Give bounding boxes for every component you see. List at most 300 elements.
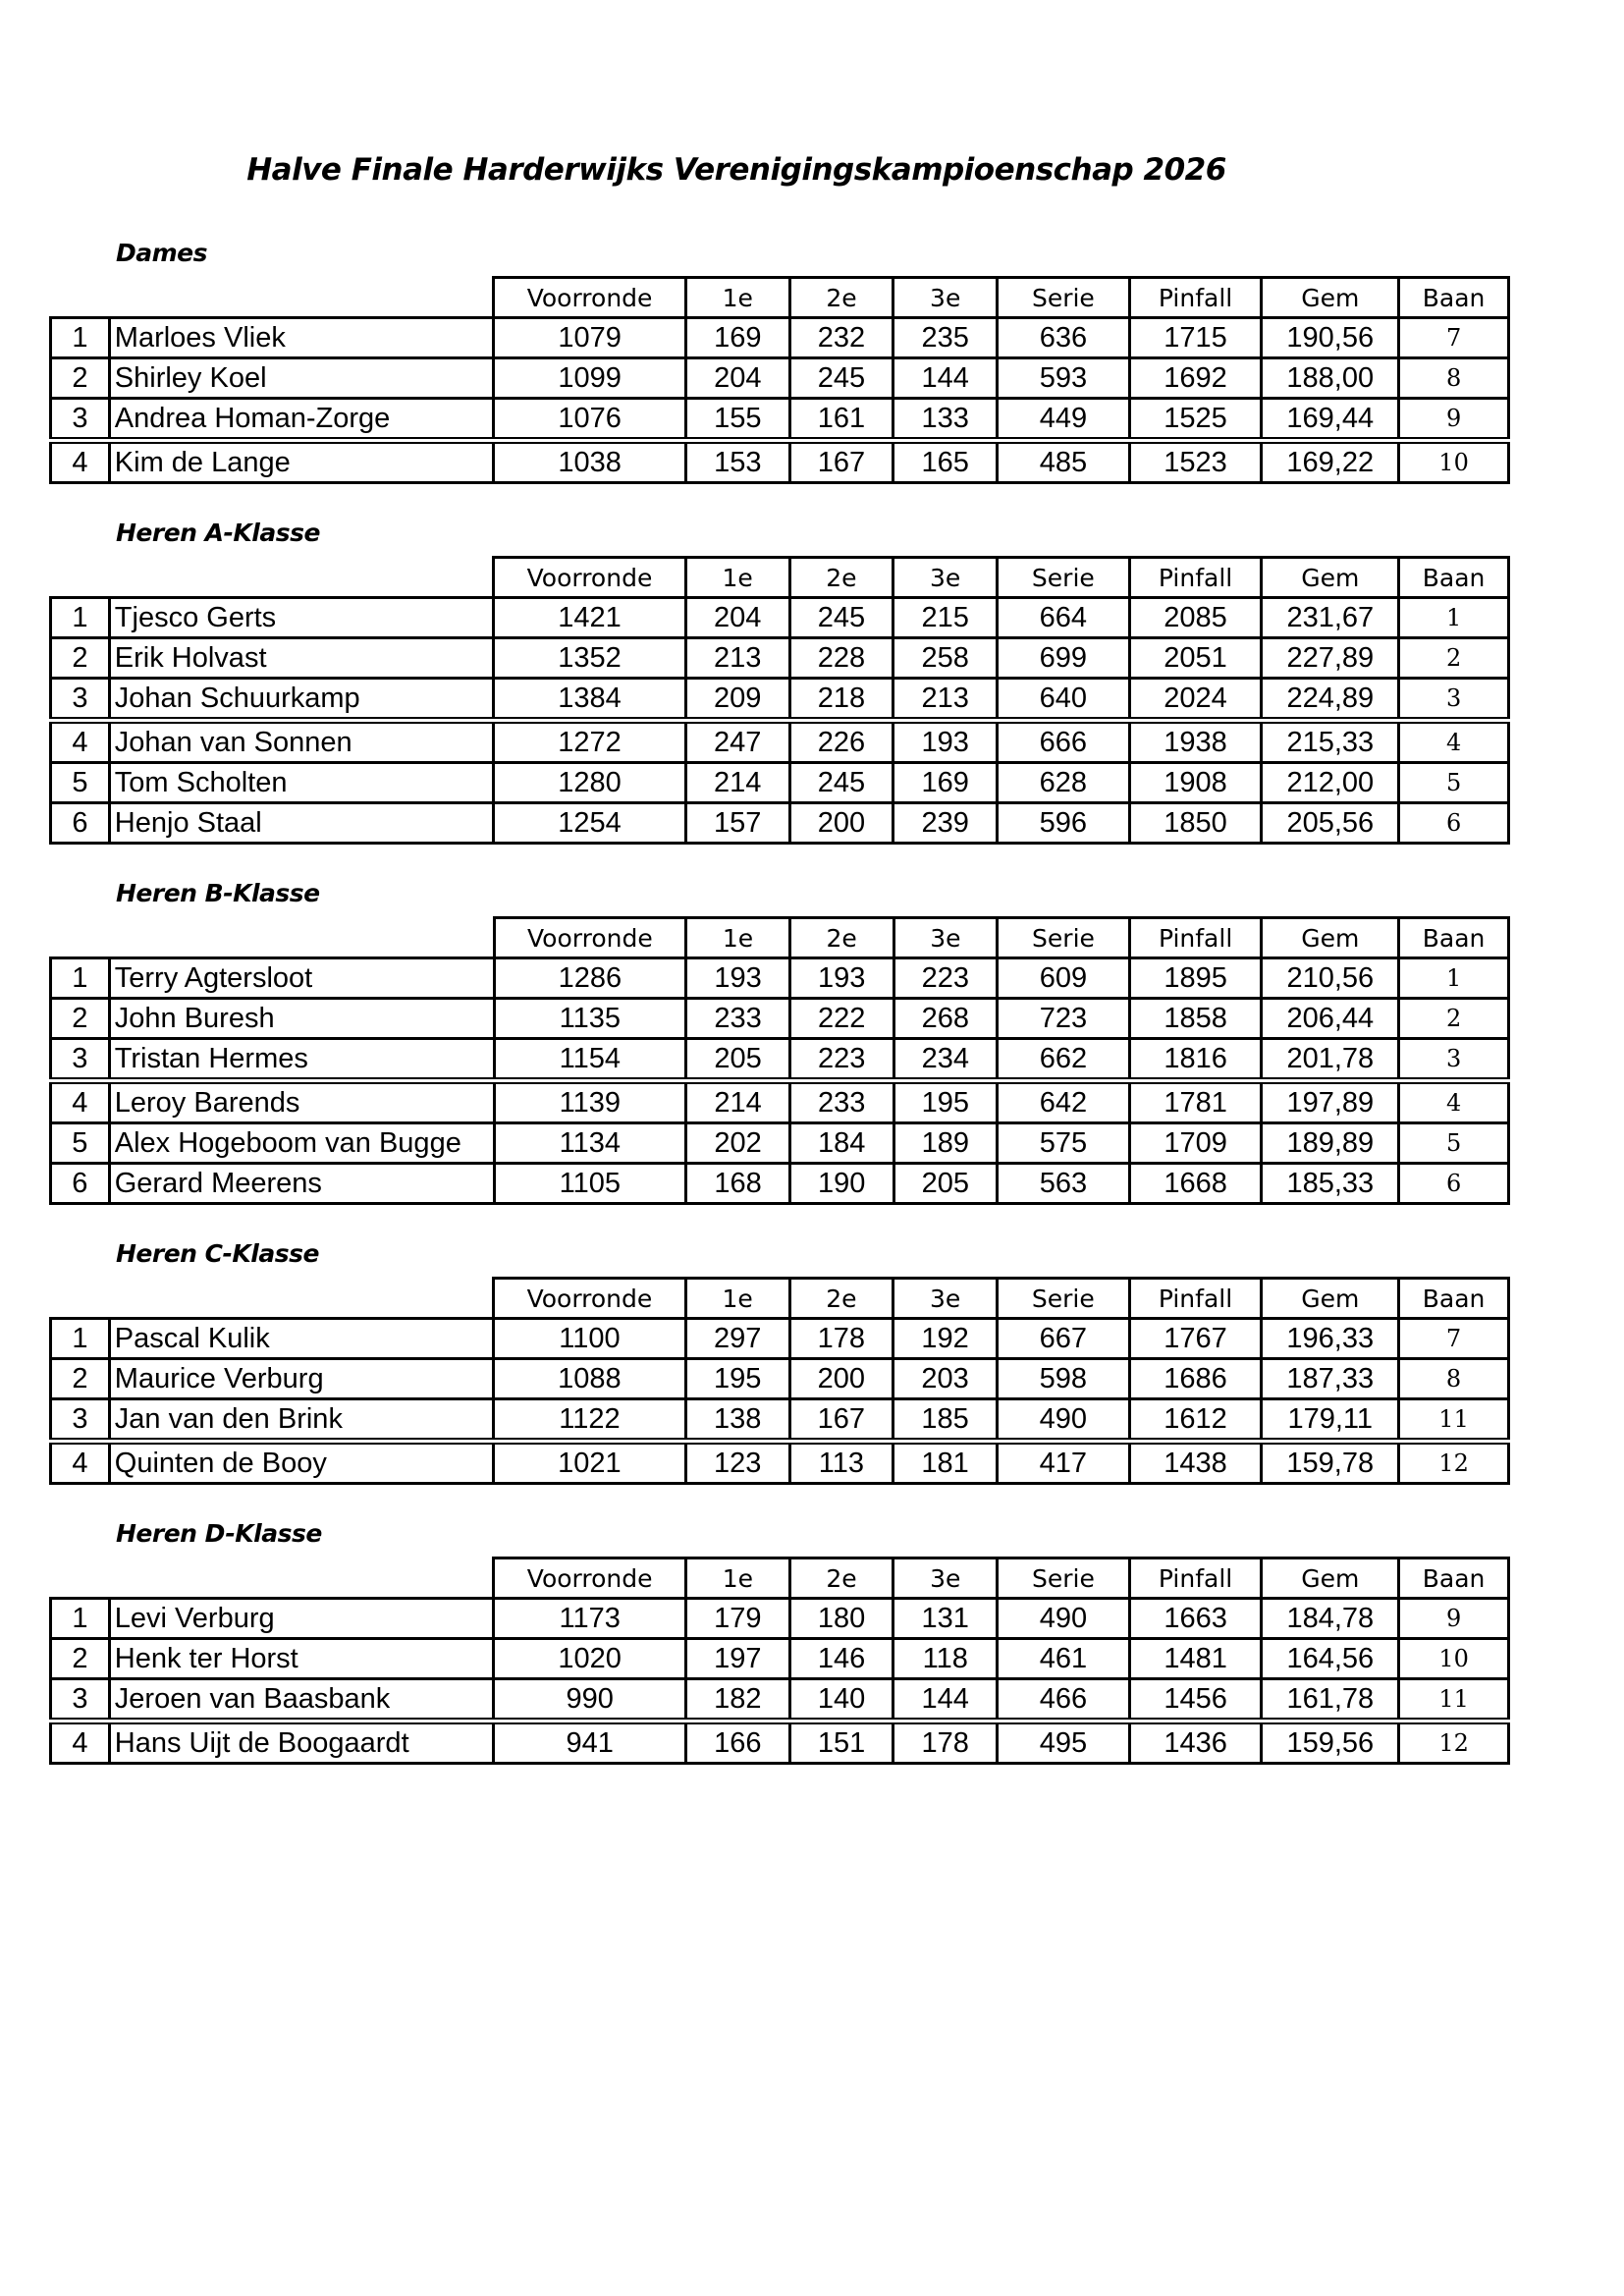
g1-cell: 193: [686, 958, 790, 999]
player-name-cell: Tjesco Gerts: [109, 598, 493, 638]
column-header: Serie: [998, 278, 1130, 318]
pinfall-cell: 1895: [1129, 958, 1262, 999]
column-header: Pinfall: [1129, 558, 1262, 598]
g3-cell: 193: [893, 721, 998, 763]
g2-cell: 218: [789, 679, 893, 721]
baan-cell: 5: [1399, 763, 1509, 803]
table-row: [51, 358, 1509, 399]
table-row: [51, 763, 1509, 803]
column-header: Baan: [1399, 558, 1509, 598]
g3-cell: 178: [893, 1722, 998, 1764]
player-name-cell: Pascal Kulik: [109, 1319, 493, 1359]
pinfall-cell: 1523: [1129, 441, 1262, 483]
gem-cell: 215,33: [1262, 721, 1399, 763]
voorronde-cell: 1280: [494, 763, 686, 803]
rank-cell: 2: [51, 1639, 110, 1679]
g2-cell: 226: [789, 721, 893, 763]
g1-cell: 155: [685, 399, 789, 441]
rank-cell: 1: [51, 958, 110, 999]
voorronde-cell: 1122: [494, 1399, 686, 1442]
player-name-cell: Jan van den Brink: [109, 1399, 493, 1442]
column-header: Voorronde: [494, 558, 686, 598]
g2-cell: 151: [789, 1722, 893, 1764]
serie-cell: 598: [997, 1359, 1129, 1399]
g1-cell: 179: [685, 1599, 789, 1639]
header-blank: [51, 558, 494, 598]
g3-cell: 192: [893, 1319, 998, 1359]
rank-cell: 4: [51, 1722, 110, 1764]
g3-cell: 258: [893, 638, 998, 679]
g3-cell: 181: [893, 1442, 998, 1484]
rank-cell: 4: [51, 441, 110, 483]
baan-cell: 10: [1399, 441, 1509, 483]
serie-cell: 642: [998, 1081, 1130, 1123]
serie-cell: 609: [998, 958, 1130, 999]
gem-cell: 189,89: [1262, 1123, 1399, 1164]
rank-cell: 3: [51, 399, 110, 441]
column-header: Baan: [1399, 1558, 1509, 1599]
serie-cell: 563: [998, 1164, 1130, 1204]
g2-cell: 167: [789, 1399, 893, 1442]
player-name-cell: Alex Hogeboom van Bugge: [109, 1123, 494, 1164]
serie-cell: 667: [997, 1319, 1129, 1359]
voorronde-cell: 1421: [494, 598, 686, 638]
baan-cell: 9: [1399, 1599, 1509, 1639]
g1-cell: 297: [685, 1319, 789, 1359]
g3-cell: 131: [893, 1599, 998, 1639]
voorronde-cell: 1020: [494, 1639, 686, 1679]
voorronde-cell: 941: [494, 1722, 686, 1764]
column-header: Baan: [1399, 1279, 1509, 1319]
results-table: [49, 556, 1510, 845]
gem-cell: 185,33: [1262, 1164, 1399, 1204]
serie-cell: 699: [998, 638, 1130, 679]
header-row: [51, 558, 1509, 598]
table-row: [51, 1359, 1509, 1399]
column-header: 2e: [789, 1279, 893, 1319]
column-header: Serie: [997, 1279, 1129, 1319]
table-row: [51, 1442, 1509, 1484]
pinfall-cell: 1686: [1129, 1359, 1262, 1399]
table-row: [51, 1123, 1509, 1164]
g2-cell: 245: [789, 358, 893, 399]
pinfall-cell: 1816: [1129, 1039, 1262, 1081]
g3-cell: 189: [893, 1123, 998, 1164]
g1-cell: 169: [685, 318, 789, 358]
serie-cell: 723: [998, 999, 1130, 1039]
section-title: Heren B-Klasse: [116, 879, 320, 907]
voorronde-cell: 1099: [494, 358, 686, 399]
baan-cell: 8: [1399, 1359, 1509, 1399]
baan-cell: 4: [1399, 721, 1509, 763]
player-name-cell: Tristan Hermes: [109, 1039, 494, 1081]
voorronde-cell: 990: [494, 1679, 686, 1722]
gem-cell: 169,44: [1262, 399, 1399, 441]
player-name-cell: Levi Verburg: [109, 1599, 494, 1639]
gem-cell: 190,56: [1262, 318, 1399, 358]
column-header: Serie: [998, 558, 1130, 598]
rank-cell: 6: [51, 1164, 110, 1204]
baan-cell: 1: [1399, 598, 1509, 638]
player-name-cell: John Buresh: [109, 999, 494, 1039]
serie-cell: 596: [998, 803, 1130, 844]
voorronde-cell: 1384: [494, 679, 686, 721]
g1-cell: 209: [685, 679, 789, 721]
gem-cell: 206,44: [1262, 999, 1399, 1039]
table-row: [51, 1319, 1509, 1359]
g2-cell: 161: [789, 399, 893, 441]
serie-cell: 664: [998, 598, 1130, 638]
gem-cell: 201,78: [1262, 1039, 1399, 1081]
voorronde-cell: 1134: [494, 1123, 686, 1164]
pinfall-cell: 1850: [1129, 803, 1262, 844]
results-table: [49, 276, 1510, 484]
serie-cell: 495: [998, 1722, 1130, 1764]
table-row: [51, 1039, 1509, 1081]
player-name-cell: Johan van Sonnen: [109, 721, 493, 763]
rank-cell: 1: [51, 1599, 110, 1639]
page-title: Halve Finale Harderwijks Verenigingskampioenschap 2026: [246, 152, 1226, 188]
player-name-cell: Tom Scholten: [109, 763, 493, 803]
g1-cell: 214: [685, 763, 789, 803]
pinfall-cell: 1692: [1129, 358, 1262, 399]
serie-cell: 490: [998, 1599, 1130, 1639]
header-row: [51, 1279, 1509, 1319]
g3-cell: 213: [893, 679, 998, 721]
header-row: [51, 918, 1509, 958]
player-name-cell: Henk ter Horst: [109, 1639, 494, 1679]
gem-cell: 187,33: [1262, 1359, 1399, 1399]
rank-cell: 1: [51, 1319, 110, 1359]
voorronde-cell: 1100: [494, 1319, 686, 1359]
column-header: 3e: [893, 918, 998, 958]
g3-cell: 215: [893, 598, 998, 638]
g2-cell: 193: [789, 958, 893, 999]
g1-cell: 123: [685, 1442, 789, 1484]
column-header: Gem: [1262, 1558, 1399, 1599]
gem-cell: 210,56: [1262, 958, 1399, 999]
results-table: [49, 1277, 1510, 1485]
g3-cell: 144: [893, 1679, 998, 1722]
gem-cell: 227,89: [1262, 638, 1399, 679]
pinfall-cell: 1481: [1129, 1639, 1262, 1679]
player-name-cell: Johan Schuurkamp: [109, 679, 493, 721]
g1-cell: 168: [686, 1164, 790, 1204]
g2-cell: 140: [789, 1679, 893, 1722]
voorronde-cell: 1088: [494, 1359, 686, 1399]
rank-cell: 6: [51, 803, 110, 844]
rank-cell: 3: [51, 1399, 110, 1442]
column-header: Voorronde: [494, 1558, 686, 1599]
g3-cell: 223: [893, 958, 998, 999]
column-header: Voorronde: [494, 278, 686, 318]
gem-cell: 196,33: [1262, 1319, 1399, 1359]
section-title: Heren C-Klasse: [116, 1239, 319, 1268]
serie-cell: 485: [998, 441, 1130, 483]
g1-cell: 182: [685, 1679, 789, 1722]
serie-cell: 575: [998, 1123, 1130, 1164]
rank-cell: 5: [51, 1123, 110, 1164]
pinfall-cell: 2024: [1129, 679, 1262, 721]
column-header: 1e: [685, 558, 789, 598]
baan-cell: 4: [1399, 1081, 1509, 1123]
header-blank: [51, 918, 495, 958]
gem-cell: 212,00: [1262, 763, 1399, 803]
column-header: 3e: [893, 1279, 998, 1319]
voorronde-cell: 1154: [494, 1039, 686, 1081]
baan-cell: 11: [1399, 1679, 1509, 1722]
gem-cell: 231,67: [1262, 598, 1399, 638]
gem-cell: 224,89: [1262, 679, 1399, 721]
table-row: [51, 999, 1509, 1039]
column-header: 3e: [893, 1558, 998, 1599]
voorronde-cell: 1135: [494, 999, 686, 1039]
g2-cell: 233: [789, 1081, 893, 1123]
rank-cell: 1: [51, 318, 110, 358]
baan-cell: 1: [1399, 958, 1509, 999]
header-row: [51, 278, 1509, 318]
column-header: Serie: [998, 1558, 1130, 1599]
g2-cell: 184: [789, 1123, 893, 1164]
g3-cell: 144: [893, 358, 998, 399]
g3-cell: 185: [893, 1399, 998, 1442]
pinfall-cell: 1908: [1129, 763, 1262, 803]
rank-cell: 4: [51, 721, 110, 763]
column-header: Pinfall: [1129, 1558, 1262, 1599]
g3-cell: 203: [893, 1359, 998, 1399]
rank-cell: 3: [51, 1679, 110, 1722]
column-header: 1e: [685, 1279, 789, 1319]
column-header: 2e: [789, 278, 893, 318]
rank-cell: 5: [51, 763, 110, 803]
g1-cell: 195: [685, 1359, 789, 1399]
table-row: [51, 1081, 1509, 1123]
column-header: Voorronde: [494, 1279, 686, 1319]
table-row: [51, 441, 1509, 483]
g1-cell: 153: [685, 441, 789, 483]
column-header: 1e: [686, 918, 790, 958]
rank-cell: 3: [51, 679, 110, 721]
column-header: Serie: [998, 918, 1130, 958]
g3-cell: 169: [893, 763, 998, 803]
table-row: [51, 1722, 1509, 1764]
voorronde-cell: 1173: [494, 1599, 686, 1639]
baan-cell: 7: [1399, 1319, 1509, 1359]
player-name-cell: Andrea Homan-Zorge: [109, 399, 493, 441]
baan-cell: 7: [1399, 318, 1509, 358]
pinfall-cell: 1781: [1129, 1081, 1262, 1123]
column-header: 2e: [789, 1558, 893, 1599]
header-blank: [51, 278, 494, 318]
g3-cell: 195: [893, 1081, 998, 1123]
player-name-cell: Shirley Koel: [109, 358, 493, 399]
pinfall-cell: 1663: [1129, 1599, 1262, 1639]
g1-cell: 138: [685, 1399, 789, 1442]
g2-cell: 113: [789, 1442, 893, 1484]
column-header: 2e: [789, 918, 893, 958]
player-name-cell: Marloes Vliek: [109, 318, 493, 358]
table-row: [51, 399, 1509, 441]
g1-cell: 166: [685, 1722, 789, 1764]
table-row: [51, 679, 1509, 721]
pinfall-cell: 1525: [1129, 399, 1262, 441]
player-name-cell: Leroy Barends: [109, 1081, 494, 1123]
g3-cell: 235: [893, 318, 998, 358]
gem-cell: 197,89: [1262, 1081, 1399, 1123]
gem-cell: 159,56: [1262, 1722, 1399, 1764]
baan-cell: 3: [1399, 1039, 1509, 1081]
table-row: [51, 1164, 1509, 1204]
column-header: Baan: [1399, 278, 1509, 318]
column-header: 1e: [685, 278, 789, 318]
column-header: Pinfall: [1129, 1279, 1262, 1319]
column-header: Pinfall: [1129, 278, 1262, 318]
g3-cell: 268: [893, 999, 998, 1039]
g2-cell: 232: [789, 318, 893, 358]
baan-cell: 10: [1399, 1639, 1509, 1679]
g2-cell: 178: [789, 1319, 893, 1359]
serie-cell: 628: [998, 763, 1130, 803]
gem-cell: 179,11: [1262, 1399, 1399, 1442]
column-header: 3e: [893, 558, 998, 598]
gem-cell: 161,78: [1262, 1679, 1399, 1722]
player-name-cell: Terry Agtersloot: [109, 958, 494, 999]
baan-cell: 3: [1399, 679, 1509, 721]
pinfall-cell: 1612: [1129, 1399, 1262, 1442]
table-row: [51, 1679, 1509, 1722]
g1-cell: 204: [685, 358, 789, 399]
rank-cell: 2: [51, 999, 110, 1039]
voorronde-cell: 1021: [494, 1442, 686, 1484]
table-row: [51, 1639, 1509, 1679]
gem-cell: 169,22: [1262, 441, 1399, 483]
g2-cell: 200: [789, 1359, 893, 1399]
pinfall-cell: 1438: [1129, 1442, 1262, 1484]
serie-cell: 666: [998, 721, 1130, 763]
player-name-cell: Erik Holvast: [109, 638, 493, 679]
g3-cell: 165: [893, 441, 998, 483]
voorronde-cell: 1139: [494, 1081, 686, 1123]
gem-cell: 188,00: [1262, 358, 1399, 399]
voorronde-cell: 1254: [494, 803, 686, 844]
baan-cell: 2: [1399, 638, 1509, 679]
table-row: [51, 803, 1509, 844]
g2-cell: 223: [789, 1039, 893, 1081]
baan-cell: 5: [1399, 1123, 1509, 1164]
results-table: [49, 1557, 1510, 1765]
rank-cell: 4: [51, 1081, 110, 1123]
g3-cell: 133: [893, 399, 998, 441]
g1-cell: 233: [686, 999, 790, 1039]
column-header: 3e: [893, 278, 998, 318]
baan-cell: 2: [1399, 999, 1509, 1039]
column-header: 1e: [685, 1558, 789, 1599]
g2-cell: 228: [789, 638, 893, 679]
player-name-cell: Jeroen van Baasbank: [109, 1679, 494, 1722]
g1-cell: 204: [685, 598, 789, 638]
rank-cell: 2: [51, 358, 110, 399]
column-header: Voorronde: [494, 918, 686, 958]
pinfall-cell: 2085: [1129, 598, 1262, 638]
player-name-cell: Quinten de Booy: [109, 1442, 493, 1484]
g2-cell: 180: [789, 1599, 893, 1639]
column-header: Gem: [1262, 1279, 1399, 1319]
g3-cell: 234: [893, 1039, 998, 1081]
column-header: Baan: [1399, 918, 1509, 958]
pinfall-cell: 1715: [1129, 318, 1262, 358]
pinfall-cell: 2051: [1129, 638, 1262, 679]
player-name-cell: Henjo Staal: [109, 803, 493, 844]
serie-cell: 466: [998, 1679, 1130, 1722]
g2-cell: 190: [789, 1164, 893, 1204]
baan-cell: 11: [1399, 1399, 1509, 1442]
g1-cell: 157: [685, 803, 789, 844]
pinfall-cell: 1668: [1129, 1164, 1262, 1204]
g1-cell: 214: [686, 1081, 790, 1123]
g1-cell: 205: [686, 1039, 790, 1081]
g2-cell: 167: [789, 441, 893, 483]
baan-cell: 8: [1399, 358, 1509, 399]
pinfall-cell: 1456: [1129, 1679, 1262, 1722]
table-row: [51, 318, 1509, 358]
g1-cell: 197: [685, 1639, 789, 1679]
rank-cell: 2: [51, 1359, 110, 1399]
baan-cell: 6: [1399, 1164, 1509, 1204]
rank-cell: 2: [51, 638, 110, 679]
voorronde-cell: 1105: [494, 1164, 686, 1204]
pinfall-cell: 1767: [1129, 1319, 1262, 1359]
header-blank: [51, 1558, 494, 1599]
serie-cell: 636: [998, 318, 1130, 358]
pinfall-cell: 1938: [1129, 721, 1262, 763]
column-header: Gem: [1262, 278, 1399, 318]
rank-cell: 3: [51, 1039, 110, 1081]
gem-cell: 164,56: [1262, 1639, 1399, 1679]
g3-cell: 205: [893, 1164, 998, 1204]
serie-cell: 593: [998, 358, 1130, 399]
section-title: Dames: [116, 239, 208, 267]
g1-cell: 213: [685, 638, 789, 679]
gem-cell: 159,78: [1262, 1442, 1399, 1484]
table-row: [51, 598, 1509, 638]
g1-cell: 202: [686, 1123, 790, 1164]
baan-cell: 12: [1399, 1722, 1509, 1764]
table-row: [51, 721, 1509, 763]
player-name-cell: Maurice Verburg: [109, 1359, 493, 1399]
voorronde-cell: 1352: [494, 638, 686, 679]
voorronde-cell: 1286: [494, 958, 686, 999]
g3-cell: 239: [893, 803, 998, 844]
serie-cell: 640: [998, 679, 1130, 721]
results-table: [49, 916, 1510, 1205]
rank-cell: 4: [51, 1442, 110, 1484]
serie-cell: 662: [998, 1039, 1130, 1081]
g2-cell: 146: [789, 1639, 893, 1679]
baan-cell: 12: [1399, 1442, 1509, 1484]
player-name-cell: Hans Uijt de Boogaardt: [109, 1722, 494, 1764]
column-header: Gem: [1262, 558, 1399, 598]
voorronde-cell: 1079: [494, 318, 686, 358]
g2-cell: 200: [789, 803, 893, 844]
serie-cell: 417: [997, 1442, 1129, 1484]
table-row: [51, 1399, 1509, 1442]
player-name-cell: Kim de Lange: [109, 441, 493, 483]
voorronde-cell: 1272: [494, 721, 686, 763]
column-header: Gem: [1262, 918, 1399, 958]
baan-cell: 9: [1399, 399, 1509, 441]
gem-cell: 184,78: [1262, 1599, 1399, 1639]
gem-cell: 205,56: [1262, 803, 1399, 844]
